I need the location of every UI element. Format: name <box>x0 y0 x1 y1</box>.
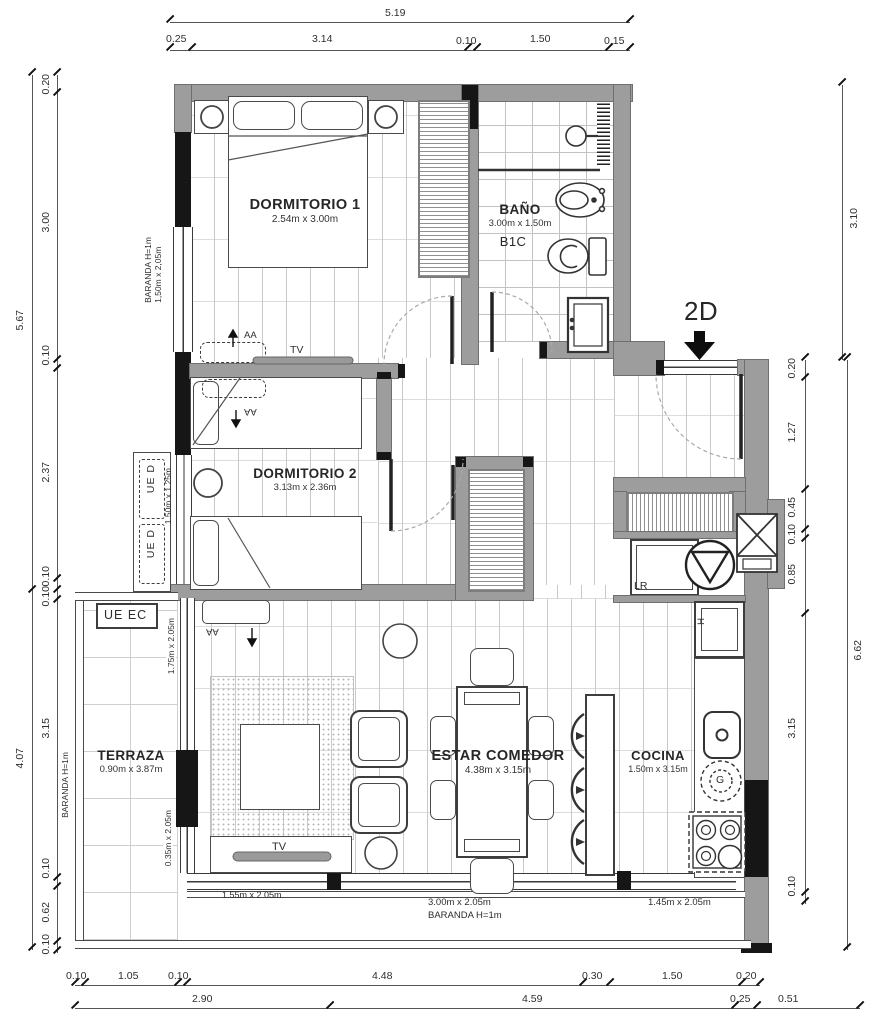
dimline-top-chain <box>170 50 630 51</box>
dim-left-upper-4: 0.10 <box>40 566 52 587</box>
dim-bottom2-2: 0.25 <box>730 993 751 1005</box>
bar-stools <box>572 714 585 864</box>
stove <box>689 812 745 872</box>
sink <box>704 712 740 758</box>
shower <box>478 126 600 170</box>
ac-label-living: AA <box>206 626 219 637</box>
dimline-right-chain <box>805 360 806 904</box>
dimline-bottom-row1 <box>75 985 760 986</box>
dim-top-0: 0.25 <box>166 33 187 45</box>
dim-top-2: 0.10 <box>456 35 477 47</box>
side-tables <box>365 624 417 869</box>
toilet <box>548 238 606 275</box>
window-bottom-c-label: 1.45m x 2.05m <box>648 897 711 908</box>
bidet <box>556 183 604 217</box>
room-size-cocina: 1.50m x 3.15m <box>628 764 688 774</box>
baranda-bottom-label: BARANDA H=1m <box>428 910 502 921</box>
dim-top-1: 3.14 <box>312 33 333 45</box>
dim-left-lower-0: 0.10 <box>40 586 52 607</box>
room-size-estar: 4.38m x 3.15m <box>464 765 532 776</box>
dim-left-lower-3: 0.62 <box>40 902 52 923</box>
room-size-dormitorio2: 3.13m x 2.36m <box>273 482 337 493</box>
dimline-right-total <box>847 360 848 950</box>
dim-bottom1-2: 0.10 <box>168 970 189 982</box>
baranda-dorm1-label <box>143 237 163 303</box>
room-label-terraza: TERRAZA <box>97 748 165 763</box>
baranda-dorm1-size: 1,50m x 2,05m <box>153 246 163 303</box>
dim-left-upper-3: 2.37 <box>40 462 52 483</box>
dim-bottom2-0: 2.90 <box>192 993 213 1005</box>
dimline-left-lower-chain <box>57 592 58 953</box>
ue-ec-label: UE EC <box>104 608 148 622</box>
fridge-label: H <box>696 618 707 625</box>
ue-d-label-b: UE D <box>145 529 157 559</box>
dim-right-1: 1.27 <box>786 422 798 443</box>
washer-label: LR <box>634 580 648 592</box>
dim-left-upper-total: 5.67 <box>14 310 26 331</box>
dim-left-lower-2: 0.10 <box>40 858 52 879</box>
dim-bottom1-1: 1.05 <box>118 970 139 982</box>
room-size-dormitorio1: 2.54m x 3.00m <box>271 214 339 225</box>
dimline-top-total <box>170 22 630 23</box>
dim-bottom2-1: 4.59 <box>522 993 543 1005</box>
gas-label: G <box>716 774 725 786</box>
door-leaves <box>391 292 741 531</box>
dimline-bottom-row2 <box>75 1008 860 1009</box>
tv-screens <box>233 357 353 861</box>
dim-bottom2-3: 0.51 <box>778 993 799 1005</box>
dim-bottom1-5: 1.50 <box>662 970 683 982</box>
dim-top-4: 0.15 <box>604 35 625 47</box>
dim-bottom1-3: 4.48 <box>372 970 393 982</box>
dim-right-0: 0.20 <box>786 358 798 379</box>
tv-label-living: TV <box>272 841 287 853</box>
vanity <box>568 298 608 352</box>
dim-bottom1-0: 0.10 <box>66 970 87 982</box>
dim-bottom1-6: 0.20 <box>736 970 757 982</box>
room-label-bano: BAÑO <box>499 202 541 217</box>
dim-left-upper-2: 0.10 <box>40 345 52 366</box>
dim-left-lower-1: 3.15 <box>40 718 52 739</box>
dimline-right-upper-total <box>842 85 843 360</box>
dim-bottom1-4: 0.30 <box>582 970 603 982</box>
window-bottom-b-label: 3.00m x 2.05m <box>428 897 491 908</box>
window-terraza-b-label: 0.35m x 2.05m <box>163 810 173 867</box>
door-swing-arcs <box>384 292 741 531</box>
water-heater <box>686 541 734 589</box>
dim-left-lower-4: 0.10 <box>40 934 52 955</box>
ac-label-dorm2: AA <box>244 406 257 417</box>
dim-top-3: 1.50 <box>530 33 551 45</box>
dim-right-upper-total: 3.10 <box>848 208 860 229</box>
baranda-dorm1-text: BARANDA H=1m <box>143 237 153 303</box>
dim-right-3: 0.10 <box>786 524 798 545</box>
dimline-left-upper-total <box>32 75 33 592</box>
dim-right-total: 6.62 <box>852 640 864 661</box>
dimline-left-lower-total <box>32 592 33 950</box>
entry-arrow-icon <box>684 331 715 360</box>
window-terraza-a-label: 1.75m x 2.05m <box>166 618 176 675</box>
room-label-dormitorio2: DORMITORIO 2 <box>253 466 357 481</box>
entry-marker-label: 2D <box>683 296 719 326</box>
dim-right-2: 0.45 <box>786 497 798 518</box>
dimline-left-upper-chain <box>57 75 58 592</box>
ac-label-dorm1: AA <box>244 330 257 341</box>
room-label-cocina: COCINA <box>631 748 685 763</box>
room-code-bano: B1C <box>499 234 527 249</box>
dim-left-lower-total: 4.07 <box>14 748 26 769</box>
dim-right-6: 0.10 <box>786 876 798 897</box>
shaft <box>737 514 777 572</box>
room-size-bano: 3.00m x 1.50m <box>488 218 552 229</box>
dim-right-5: 3.15 <box>786 718 798 739</box>
room-size-terraza: 0.90m x 3.87m <box>99 764 163 775</box>
room-label-estar: ESTAR COMEDOR <box>431 748 565 764</box>
room-label-dormitorio1: DORMITORIO 1 <box>249 197 361 213</box>
terraza-rail-label: BARANDA H=1m <box>60 752 70 818</box>
ue-d-label-a: UE D <box>145 464 157 494</box>
dim-top-total: 5.19 <box>385 7 406 19</box>
dim-right-4: 0.85 <box>786 564 798 585</box>
dim-left-upper-0: 0.20 <box>40 74 52 95</box>
window-dorm2-label: 1.50m x 1.25m <box>163 468 173 525</box>
window-bottom-a-label: 1.55m x 2.05m <box>222 890 282 900</box>
tv-label-dorm1: TV <box>290 344 304 356</box>
lamp-circles <box>194 106 397 497</box>
dim-left-upper-1: 3.00 <box>40 212 52 233</box>
